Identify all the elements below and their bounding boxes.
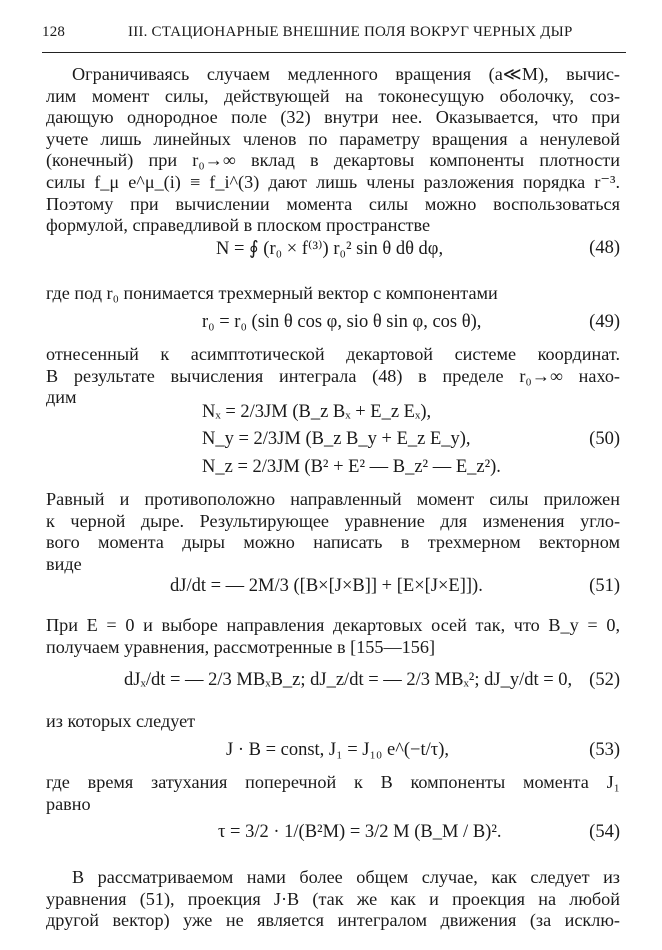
equation-line: N_z = 2/3JM (B² + E² — B_z² — E_z²). [202,457,501,477]
paragraph-2 [46,283,620,305]
text-line: дающую однородное поле (32) внутри нее. Оказывается, что при [46,107,620,128]
paragraph-1 [46,64,620,237]
equation-number: (53) [589,740,620,760]
equation-51 [46,572,620,606]
text-line: учете лишь линейных членов по параметру вращения a ненулевой [46,128,620,149]
text-line: При E = 0 и выборе направления декартовых осей так, что B_y = 0, [46,615,620,635]
equation-52 [46,666,620,700]
paragraph-8 [46,867,620,932]
text-line: из которых следует [46,711,196,731]
equation-line: Nₓ = 2/3JM (B_z Bₓ + E_z Eₓ), [202,402,432,422]
text-line: (конечный) при r₀→∞ вклад в декартовы компоненты плотности [46,150,620,171]
equation-line: N_y = 2/3JM (B_z B_y + E_z E_y), [202,429,471,449]
equation-50 [46,402,620,484]
paragraph-4 [46,489,620,575]
text-line: В рассматриваемом нами более общем случае, как следует из [72,867,620,887]
equation-body: τ = 3/2 · 1/(B²M) = 3/2 M (B_M / B)². [218,822,502,842]
text-line: получаем уравнения, рассмотренные в [155—156] [46,636,435,657]
page-number: 128 [42,24,66,40]
equation-54 [46,818,620,852]
equation-48 [46,232,620,272]
equation-body: dJ/dt = — 2M/3 ([B×[J×B]] + [E×[J×E]]). [170,576,483,596]
equation-body: dJₓ/dt = — 2/3 MBₓB_z; dJ_z/dt = — 2/3 MBₓ²; dJ_y/dt = 0, [124,670,573,690]
equation-body: J · B = const, J₁ = J₁₀ e^(−t/τ), [226,740,449,760]
paragraph-7 [46,772,620,815]
running-head: III. СТАЦИОНАРНЫЕ ВНЕШНИЕ ПОЛЯ ВОКРУГ ЧЕРНЫХ ДЫР [128,24,573,40]
text-line: Поэтому при вычислении момента силы можно воспользоваться [46,193,620,214]
equation-number: (49) [589,312,620,332]
text-line: где под r₀ понимается трехмерный вектор с компонентами [46,283,498,303]
text-line: лим момент силы, действующей на токонесущую оболочку, соз- [46,85,620,106]
text-line: Равный и противоположно направленный момент силы приложен [46,489,620,509]
text-line: В результате вычисления интеграла (48) в пределе r₀→∞ нахо- [46,365,620,386]
text-line: равно [46,793,91,814]
text-line: где время затухания поперечной к B компоненты момента J₁ [46,772,620,792]
text-line: к черной дыре. Результирующее уравнение для изменения угло- [46,510,620,531]
text-line: Ограничиваясь случаем медленного вращения (a≪M), вычис- [72,64,620,84]
paragraph-3 [46,344,620,409]
equation-number: (52) [589,670,620,690]
text-line: вого момента дыры можно написать в трехмерном векторном [46,532,620,553]
equation-body: N = ∮ (r₀ × f⁽³⁾) r₀² sin θ dθ dφ, [216,239,444,259]
equation-body: r₀ = r₀ (sin θ cos φ, sio θ sin φ, cos θ), [202,312,482,332]
equation-number: (48) [589,238,620,258]
equation-number: (50) [589,429,620,449]
paragraph-6 [46,711,620,733]
page-header [42,18,626,53]
equation-number: (51) [589,576,620,596]
equation-53 [46,740,620,768]
text-line: другой вектор) уже не является интегралом движения (за исклю- [46,910,620,931]
paragraph-5 [46,615,620,658]
text-line: виде [46,553,82,574]
text-line: формулой, справедливой в плоском пространстве [46,215,431,236]
text-line: уравнения (51), проекция J·B (так же как и проекция на любой [46,888,620,909]
text-line: отнесенный к асимптотической декартовой системе координат. [46,344,620,364]
text-line: дим [46,387,77,408]
text-line: силы f_μ e^μ_(i) ≡ f_i^(3) дают лишь члены разложения порядка r⁻³. [46,171,620,192]
equation-49 [46,312,620,340]
equation-number: (54) [589,822,620,842]
